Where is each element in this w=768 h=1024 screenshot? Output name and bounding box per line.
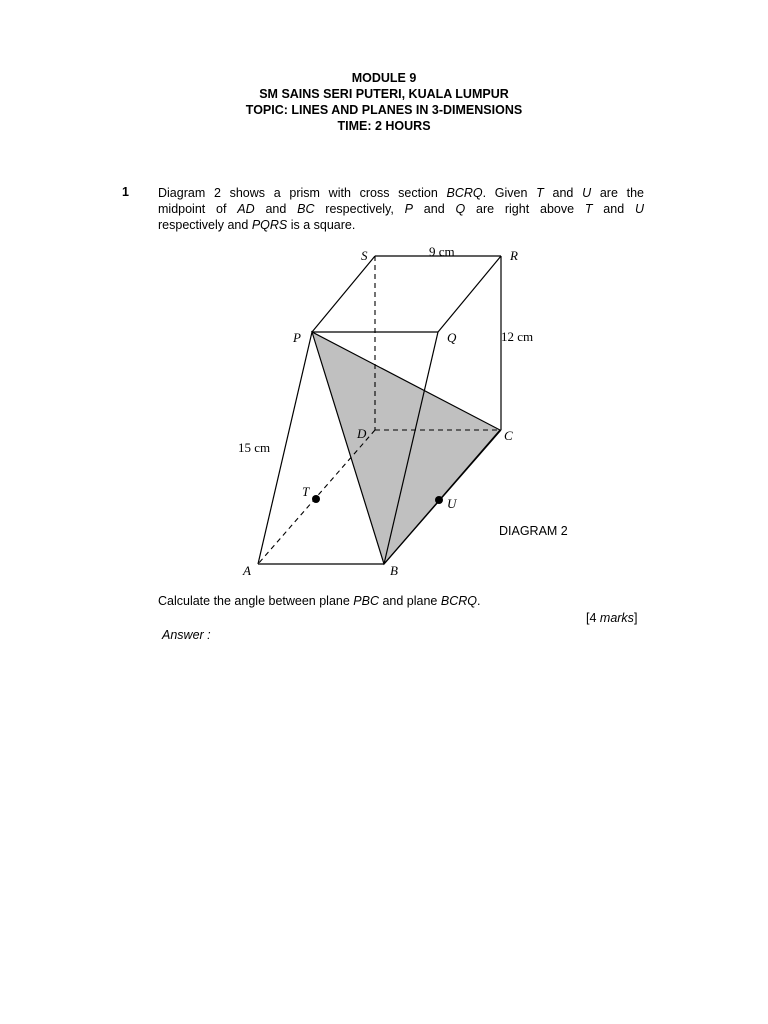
marks-allocation: [4 marks] [586,611,638,625]
dim-sr: 9 cm [429,244,455,259]
question-instruction: Calculate the angle between plane PBC and plane BCRQ. [158,594,481,608]
edge-rq [438,256,501,332]
question-line-2: midpoint of AD and BC respectively, P and Q are right above T and U [158,202,644,216]
label-t: T [302,484,310,499]
label-c: C [504,428,513,443]
label-u: U [447,496,457,511]
topic-title: TOPIC: LINES AND PLANES IN 3-DIMENSIONS [245,103,523,117]
point-t [312,495,320,503]
shaded-face-pbc [312,332,500,564]
edge-sp [312,256,375,332]
label-b: B [390,563,398,578]
label-p: P [293,330,301,345]
school-name: SM SAINS SERI PUTERI, KUALA LUMPUR [259,87,509,101]
label-d: D [357,426,367,441]
question-line-3: respectively and PQRS is a square. [158,218,356,232]
label-r: R [510,248,518,263]
module-title: MODULE 9 [351,71,417,85]
point-u [435,496,443,504]
label-a: A [243,563,251,578]
diagram-caption: DIAGRAM 2 [499,524,568,538]
dim-pa: 15 cm [238,440,271,455]
answer-label: Answer : [162,628,211,642]
label-s: S [361,248,368,263]
label-q: Q [447,330,457,345]
time-allowed: TIME: 2 HOURS [337,119,431,133]
dim-rc: 12 cm [501,329,534,344]
question-line-1: Diagram 2 shows a prism with cross section BCRQ. Given T and U are the [158,186,644,200]
question-number: 1 [122,185,129,199]
